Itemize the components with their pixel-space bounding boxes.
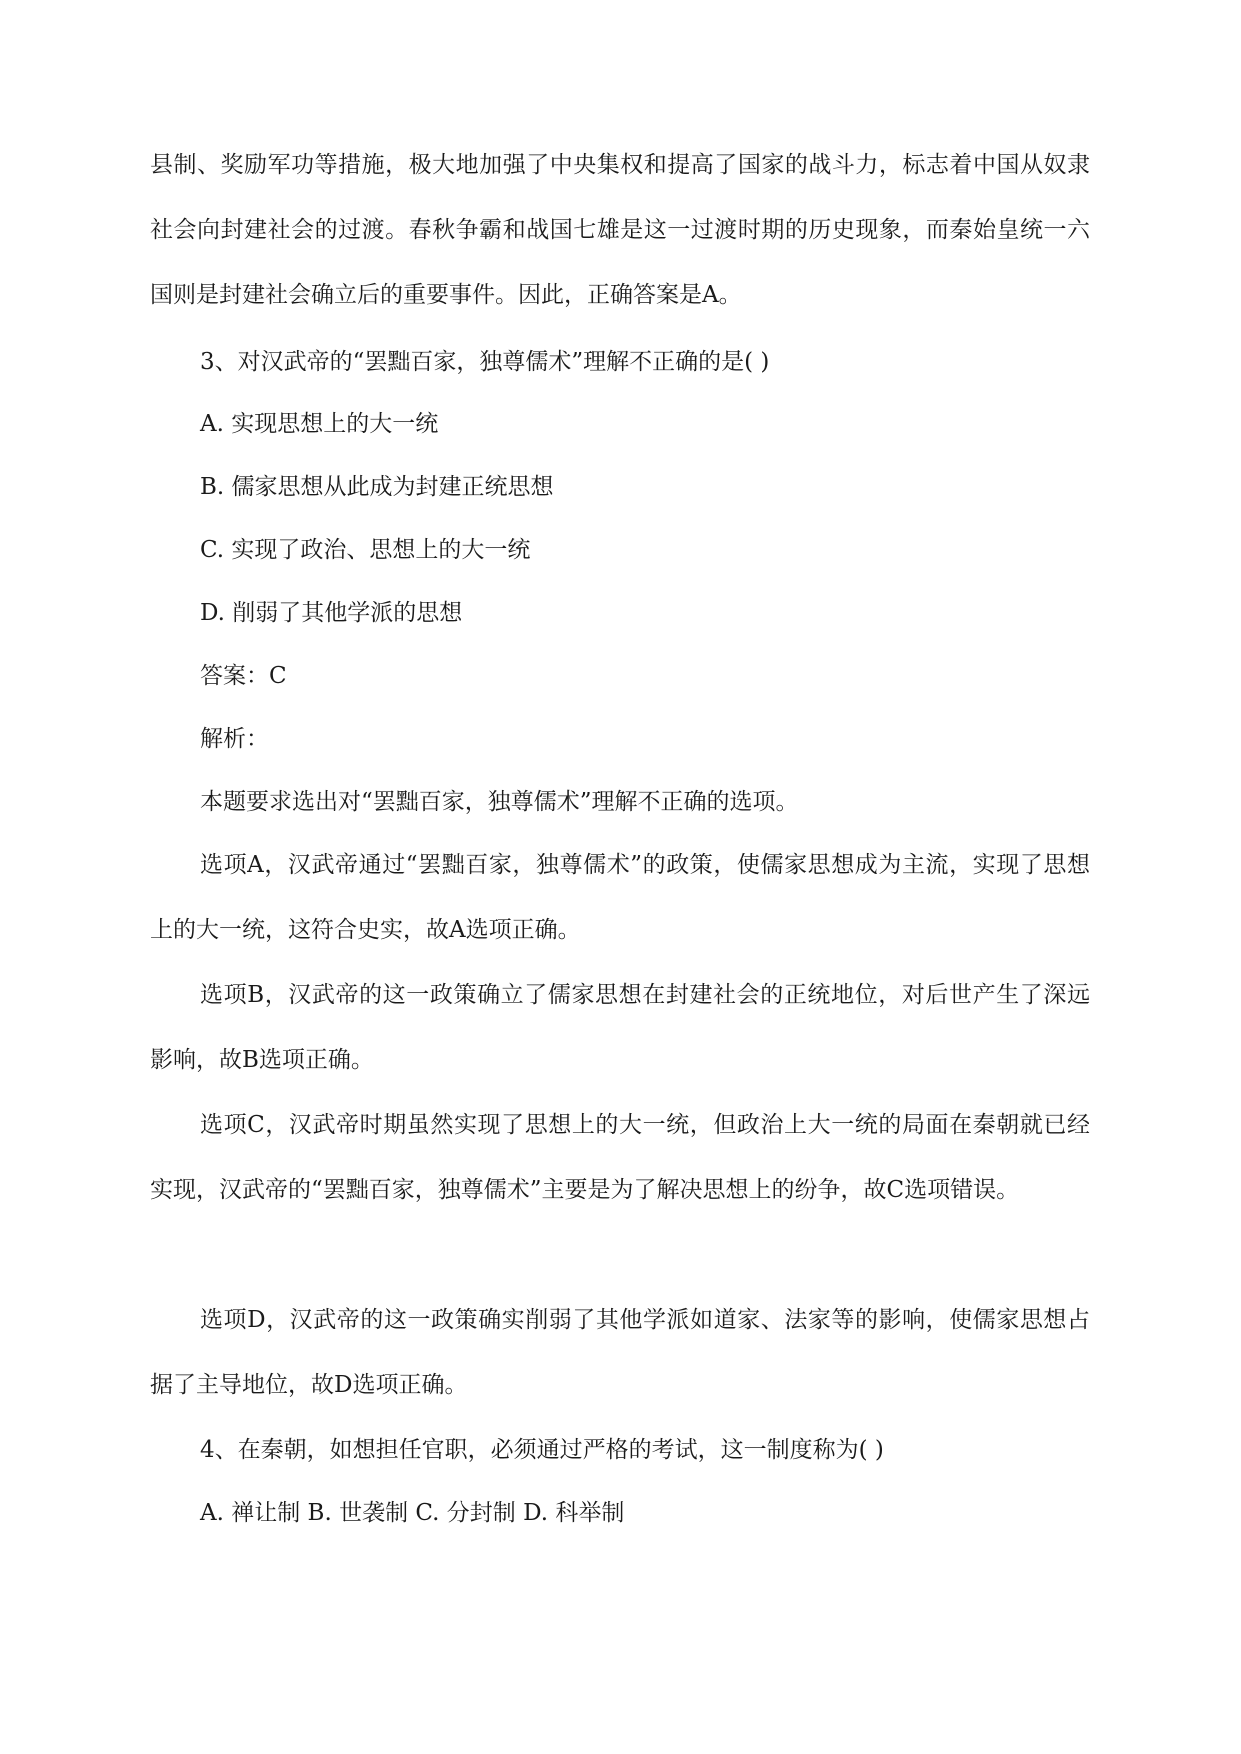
question-3-option-a: A. 实现思想上的大一统 (200, 411, 439, 437)
question-3-answer: 答案：C (200, 663, 287, 689)
analysis-option-a: 选项A，汉武帝通过“罢黜百家，独尊儒术”的政策，使儒家思想成为主流，实现了思想上的大一统，这符合史实，故A选项正确。 (150, 852, 1090, 943)
analysis-option-b: 选项B，汉武帝的这一政策确立了儒家思想在封建社会的正统地位，对后世产生了深远影响，故B选项正确。 (150, 982, 1090, 1073)
analysis-intro: 本题要求选出对“罢黜百家，独尊儒术”理解不正确的选项。 (200, 789, 799, 815)
analysis-option-d: 选项D，汉武帝的这一政策确实削弱了其他学派如道家、法家等的影响，使儒家思想占据了主导地位，故D选项正确。 (150, 1307, 1090, 1398)
question-4-text: 4、在秦朝，如想担任官职，必须通过严格的考试，这一制度称为( ) (200, 1437, 884, 1463)
question-3-analysis-label: 解析： (200, 726, 269, 752)
question-3-option-b: B. 儒家思想从此成为封建正统思想 (200, 474, 554, 500)
continuation-paragraph: 县制、奖励军功等措施，极大地加强了中央集权和提高了国家的战斗力，标志着中国从奴隶社会向封建社会的过渡。春秋争霸和战国七雄是这一过渡时期的历史现象，而秦始皇统一六国则是封建社会确立后的重要事件。因此，正确答案是A。 (150, 152, 1090, 308)
question-3-option-d: D. 削弱了其他学派的思想 (200, 600, 463, 626)
question-3-option-c: C. 实现了政治、思想上的大一统 (200, 537, 531, 563)
analysis-option-c: 选项C，汉武帝时期虽然实现了思想上的大一统，但政治上大一统的局面在秦朝就已经实现，汉武帝的“罢黜百家，独尊儒术”主要是为了解决思想上的纷争，故C选项错误。 (150, 1112, 1090, 1203)
question-4-options: A. 禅让制 B. 世袭制 C. 分封制 D. 科举制 (200, 1500, 625, 1526)
question-3-text: 3、对汉武帝的“罢黜百家，独尊儒术”理解不正确的是( ) (200, 349, 770, 375)
